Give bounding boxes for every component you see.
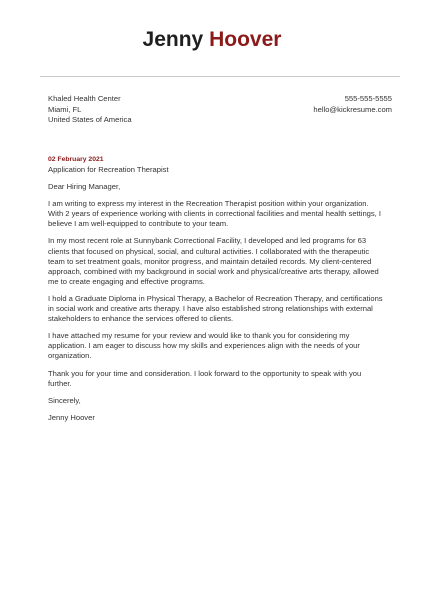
paragraph-education: I hold a Graduate Diploma in Physical Therapy, a Bachelor of Recreation Therapy, and certifications in social work and creative arts therapy. I have also established strong relationships with external stakeholders to enhance the services offered to clients.	[48, 293, 383, 324]
letter-body	[48, 155, 384, 423]
last-name: Hoover	[209, 28, 282, 51]
signature: Jenny Hoover	[48, 412, 95, 422]
paragraph-experience: In my most recent role at Sunnybank Correctional Facility, I developed and led programs for 63 clients that focused on physical, social, and cultural activities. I collaborated with the therapeutic team to set treatment goals, monitor progress, and maintain detailed records. My client-centered approach, combined with my background in social work and physical/creative arts therapy, allowed me to create engaging and effective programs.	[48, 236, 379, 286]
name-header	[0, 26, 424, 54]
recipient-country: United States of America	[48, 115, 132, 124]
first-name: Jenny	[142, 28, 204, 51]
email-address: hello@kickresume.com	[313, 104, 392, 114]
letter-subject: Application for Recreation Therapist	[48, 165, 169, 174]
header-divider	[40, 76, 400, 77]
phone-number: 555-555-5555	[344, 94, 392, 103]
paragraph-intro: I am writing to express my interest in the Recreation Therapist position within your organization. With 2 years of experience working with clients in correctional facilities and mental health settings, I believe I am well-equipped to contribute to your team.	[48, 199, 382, 229]
paragraph-thanks: Thank you for your time and consideration. I look forward to the opportunity to speak with you further.	[48, 368, 362, 388]
recipient-address	[48, 94, 132, 126]
greeting: Dear Hiring Manager,	[48, 182, 121, 192]
sender-contact	[313, 94, 392, 115]
letter-date: 02 February 2021	[48, 156, 104, 163]
recipient-city: Miami, FL	[48, 104, 82, 114]
recipient-company: Khaled Health Center	[48, 94, 121, 103]
paragraph-resume: I have attached my resume for your review and would like to thank you for considering my application. I am eager to discuss how my skills and experiences align with the needs of your organization.	[48, 331, 360, 361]
closing: Sincerely,	[48, 395, 81, 405]
